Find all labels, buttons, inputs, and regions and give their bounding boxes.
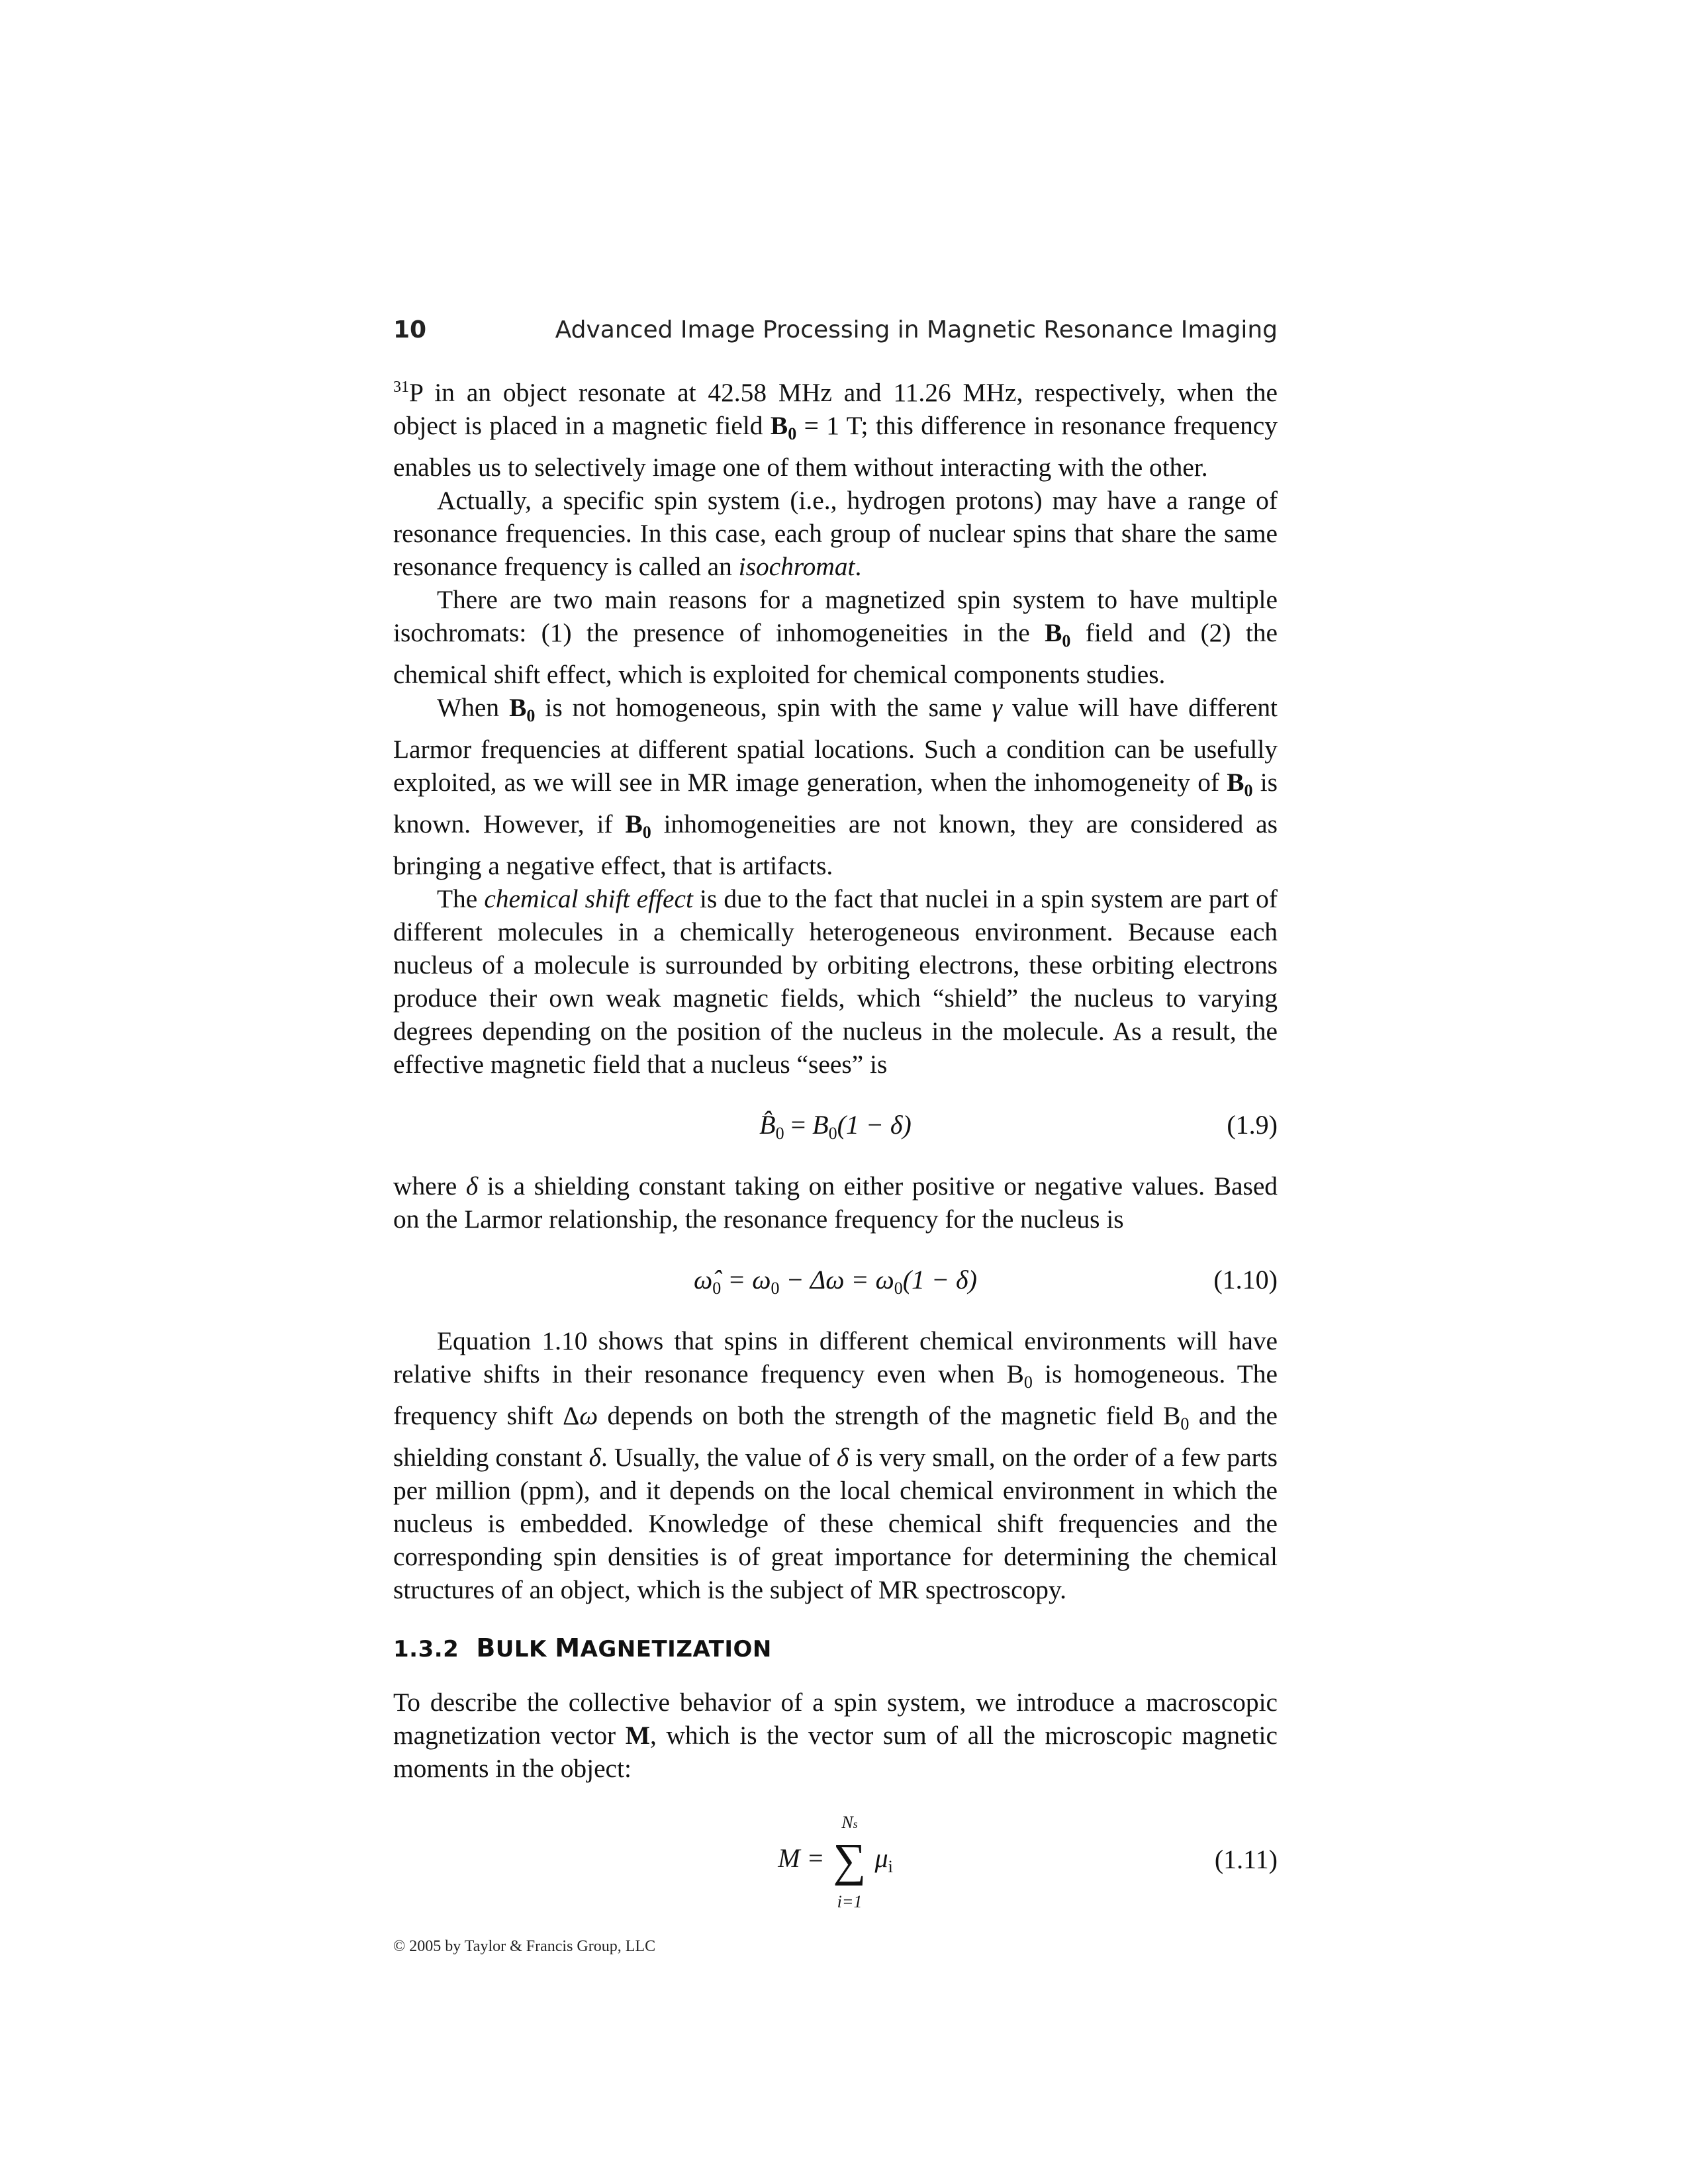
eq-operator: =	[784, 1110, 813, 1140]
subscript: 0	[1023, 1373, 1033, 1392]
section-heading	[393, 1631, 1278, 1666]
section-title-part: AGNETIZATION	[580, 1636, 772, 1663]
page-number: 10	[393, 316, 427, 343]
subscript: 0	[771, 1279, 780, 1298]
running-title: Advanced Image Processing in Magnetic Resonance Imaging	[555, 316, 1278, 343]
text-span: and the shielding constant	[393, 1401, 1278, 1473]
text-span: There are two main reasons for a magnetized spin system to have multiple isochromats: (1) the presence of inhomogeneities in the	[393, 585, 1278, 648]
paragraph-7	[393, 1324, 1278, 1606]
sigma-icon: ∑	[833, 1835, 867, 1887]
subscript: 0	[894, 1279, 903, 1298]
equation-number: (1.10)	[1213, 1265, 1278, 1295]
eq-lhs: ω̂	[694, 1265, 713, 1295]
paragraph-8	[393, 1686, 1278, 1785]
text-span: depends on both the strength of the magnetic field B	[598, 1401, 1181, 1431]
bold-symbol: B	[770, 411, 788, 441]
text-span: The	[437, 884, 485, 914]
equation-expression	[393, 1263, 1278, 1305]
bold-symbol: B	[1045, 618, 1062, 648]
equation-1-9	[393, 1109, 1278, 1142]
paragraph-6	[393, 1169, 1278, 1236]
subscript: i	[888, 1857, 893, 1877]
equation-number: (1.9)	[1227, 1110, 1278, 1140]
italic-term: chemical shift effect	[484, 884, 693, 914]
subscript: 0	[1244, 781, 1253, 801]
gamma-symbol: γ	[992, 693, 1003, 723]
omega-symbol: ω	[579, 1401, 598, 1431]
text-span: = 1 T; this difference in resonance frequency enables us to selectively image one of them without interacting with the other.	[393, 411, 1278, 482]
delta-symbol: δ	[588, 1443, 601, 1473]
summation	[831, 1813, 868, 1912]
text-span: Actually, a specific spin system (i.e., hydrogen protons) may have a range of resonance frequencies. In this case, each group of nuclear spins that share the same resonance frequency is called an	[393, 486, 1278, 582]
subscript: 0	[642, 823, 651, 842]
subscript: 0	[1180, 1414, 1190, 1434]
paragraph-3	[393, 583, 1278, 691]
subscript: 0	[526, 706, 536, 726]
eq-term: μ	[874, 1843, 888, 1874]
section-title-initial: M	[555, 1633, 581, 1663]
bold-symbol: B	[509, 693, 527, 723]
subscript: 0	[1062, 631, 1071, 651]
subscript: 0	[828, 1124, 837, 1144]
paragraph-4	[393, 691, 1278, 882]
eq-lhs: M =	[778, 1843, 831, 1874]
text-span: where	[393, 1171, 466, 1201]
text-span: is very small, on the order of a few parts per million (ppm), and it depends on the local chemical environment in which the nucleus is embedded. Knowledge of these chemical shift frequencies and the corresponding spin densities is of great importance for determining the chemical structures of an object, which is the subject of MR spectroscopy.	[393, 1443, 1278, 1605]
text-span: is homogeneous. The frequency shift Δ	[393, 1359, 1278, 1431]
section-title-part: ULK	[495, 1636, 555, 1663]
eq-symbol: B	[812, 1110, 829, 1140]
eq-rhs: (1 − δ)	[837, 1110, 912, 1140]
eq-rhs: (1 − δ)	[902, 1265, 977, 1295]
subscript: 0	[788, 424, 797, 444]
eq-lhs: B̂	[759, 1110, 776, 1140]
bold-symbol: B	[1227, 768, 1244, 797]
text-span: , which is the vector sum of all the microscopic magnetic moments in the object:	[393, 1721, 1278, 1784]
text-span: Equation 1.10 shows that spins in different chemical environments will have relative shifts in their resonance frequency even when B	[393, 1326, 1278, 1389]
equation-1-10	[393, 1263, 1278, 1297]
eq-term: − Δω = ω	[779, 1265, 894, 1295]
sum-upper-limit	[831, 1806, 868, 1841]
body-text	[393, 371, 1278, 1912]
text-span: field and (2) the chemical shift effect, which is exploited for chemical components studies.	[393, 618, 1278, 690]
text-span: . Usually, the value of	[600, 1443, 837, 1473]
text-span: is due to the fact that nuclei in a spin system are part of different molecules in a chemically heterogeneous environment. Because each nucleus of a molecule is surrounded by orbiting electrons, these orbiting electrons produce their own weak magnetic fields, which “shield” the nucleus to varying degrees depending on the position of the nucleus in the molecule. As a result, the effective magnetic field that a nucleus “sees” is	[393, 884, 1278, 1079]
upper-limit-symbol: N	[841, 1813, 853, 1833]
text-span: P in an object resonate at 42.58 MHz and 11.26 MHz, respectively, when the object is placed in a magnetic field	[393, 378, 1278, 441]
copyright-footer: © 2005 by Taylor & Francis Group, LLC	[393, 1938, 656, 1955]
equation-expression	[393, 1813, 1278, 1912]
paragraph-1	[393, 371, 1278, 484]
italic-term: isochromat	[738, 552, 855, 582]
isotope-superscript: 31	[393, 379, 409, 396]
delta-symbol: δ	[836, 1443, 849, 1473]
paragraph-2	[393, 484, 1278, 583]
equation-number: (1.11)	[1214, 1844, 1278, 1875]
text-span: value will have different Larmor frequencies at different spatial locations. Such a condition can be usefully exploited, as we will see in MR image generation, when the inhomogeneity of	[393, 693, 1278, 797]
text-span: .	[855, 552, 862, 582]
subscript: 0	[775, 1124, 784, 1144]
sum-lower-limit: i=1	[837, 1892, 863, 1912]
text-span: To describe the collective behavior of a spin system, we introduce a macroscopic magnetization vector	[393, 1688, 1278, 1751]
subscript: s	[853, 1817, 858, 1831]
text-span: is not homogeneous, spin with the same	[535, 693, 992, 723]
text-span: is a shielding constant taking on either positive or negative values. Based on the Larmor relationship, the resonance frequency for the nucleus is	[393, 1171, 1278, 1234]
text-span: inhomogeneities are not known, they are considered as bringing a negative effect, that is artifacts.	[393, 809, 1278, 881]
section-title-initial: B	[476, 1633, 496, 1663]
eq-term: = ω	[721, 1265, 771, 1295]
subscript: 0	[712, 1279, 722, 1298]
running-head	[393, 316, 1278, 353]
text-span: is known. However, if	[393, 768, 1278, 839]
text-span: When	[437, 693, 510, 723]
delta-symbol: δ	[465, 1171, 479, 1201]
bold-symbol: B	[625, 809, 643, 839]
equation-expression	[393, 1109, 1278, 1150]
paragraph-5	[393, 882, 1278, 1081]
bold-symbol: M	[625, 1721, 650, 1751]
section-number: 1.3.2	[393, 1636, 459, 1663]
equation-1-11	[393, 1805, 1278, 1912]
